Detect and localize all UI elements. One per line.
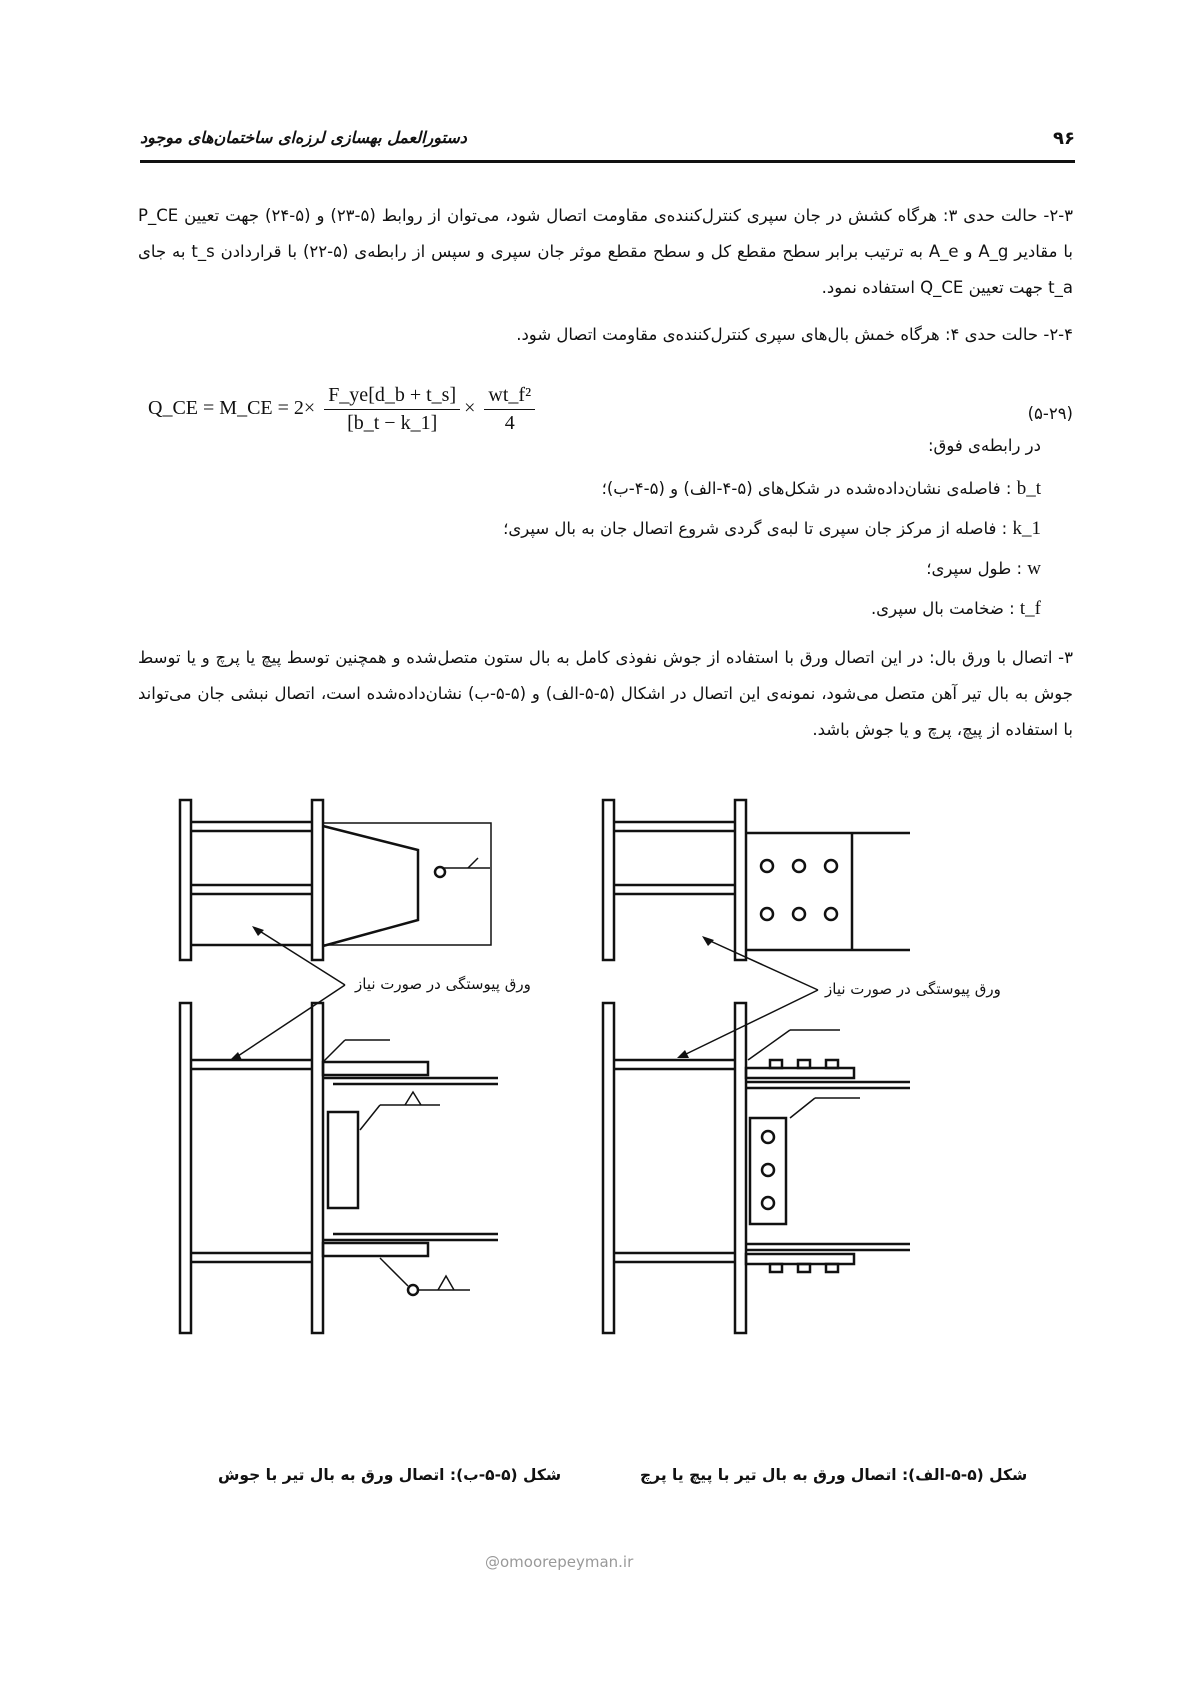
figure-caption-bolted: شکل (۵-۵-الف): اتصال ورق به بال تیر با پیچ یا پرچ	[640, 1466, 1028, 1484]
definition-text: : فاصله‌ی نشان‌داده‌شده در شکل‌های (۵-۴-الف) و (۵-۴-ب)؛	[601, 479, 1012, 498]
definition-text: : ضخامت بال سپری.	[870, 599, 1015, 618]
continuity-plate-label-left: ورق پیوستگی در صورت نیاز	[355, 975, 531, 993]
fraction-2-denominator: 4	[504, 412, 515, 434]
definition-symbol: t_f	[1019, 598, 1041, 619]
paragraph-limit-state-3: ۲-۳- حالت حدی ۳: هرگاه کشش در جان سپری کنترل‌کننده‌ی مقاومت اتصال شود، می‌توان از روابط (۵-۲۳) و (۵-۲۴) جهت تعیین P_CE با مقادیر A_g و A_e به ترتیب برابر سطح مقطع کل و سطح مقطع موثر جان سپری و سپس از رابطه‌ی (۵-۲۲) با قراردادن t_s به جای t_a جهت تعیین Q_CE استفاده نمود.	[138, 206, 1074, 297]
paragraph-limit-state-4: ۲-۴- حالت حدی ۴: هرگاه خمش بال‌های سپری کنترل‌کننده‌ی مقاومت اتصال شود.	[516, 325, 1073, 344]
equation-number: (۵-۲۹)	[1027, 404, 1073, 423]
watermark-url: @omoorepeyman.ir	[485, 1553, 634, 1571]
where-label: در رابطه‌ی فوق:	[927, 436, 1041, 455]
figure-caption-welded: شکل (۵-۵-ب): اتصال ورق به بال تیر با جوش	[218, 1466, 562, 1484]
definition-symbol: k_1	[1012, 518, 1041, 539]
bolted-connection-drawing	[603, 800, 910, 1333]
fraction-1-numerator: F_ye[d_b + t_s]	[324, 384, 460, 410]
fraction-2-numerator: wt_f²	[484, 384, 535, 410]
fraction-1-denominator: [b_t − k_1]	[347, 412, 438, 434]
book-title: دستورالعمل بهسازی لرزه‌ای ساختمان‌های موجود	[140, 128, 467, 147]
definition-symbol: b_t	[1016, 478, 1041, 499]
equation-5-29: Q_CE = M_CE = 2× $\frac{F\_ye[d\_b + t\_s]}{[b\_t - k\_1]}$ × $\frac{\text{wt\_f²}}{4}$	[148, 384, 539, 435]
continuity-plate-label-right: ورق پیوستگی در صورت نیاز	[825, 980, 1001, 998]
page-number: ۹۶	[1053, 128, 1075, 149]
definition-symbol: w	[1027, 558, 1041, 579]
welded-connection-drawing	[180, 800, 498, 1333]
paragraph-flange-plate: ۳- اتصال با ورق بال: در این اتصال ورق با استفاده از جوش نفوذی کامل به بال ستون متصل‌شده و همچنین توسط پیچ یا پرچ و یا توسط جوش به بال تیر آهن متصل می‌شود، نمونه‌ی این اتصال در اشکال (۵-۵-الف) و (۵-۵-ب) نشان‌داده‌شده است، اتصال نبشی جان می‌تواند با استفاده از پیچ، پرچ و یا جوش باشد.	[138, 648, 1073, 739]
definition-text: : فاصله از مرکز جان سپری تا لبه‌ی گردی شروع اتصال جان به بال سپری؛	[503, 519, 1008, 538]
equation-lhs: Q_CE = M_CE = 2×	[148, 397, 316, 420]
definition-text: : طول سپری؛	[926, 559, 1023, 578]
